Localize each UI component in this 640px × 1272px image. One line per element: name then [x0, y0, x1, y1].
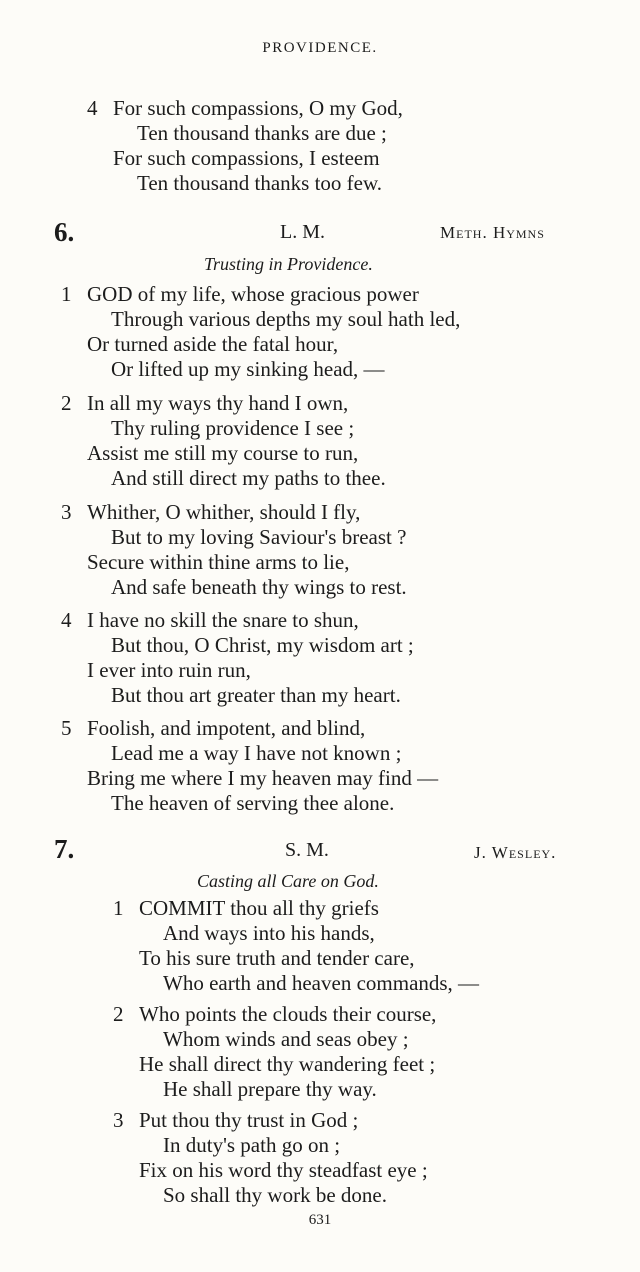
verse-line: I ever into ruin run, — [87, 658, 251, 682]
verse-line: Assist me still my course to run, — [87, 441, 359, 465]
verse-line: Through various depths my soul hath led, — [111, 307, 461, 331]
verse-line: For such compassions, I esteem — [113, 146, 380, 170]
verse-line: He shall direct thy wandering feet ; — [139, 1052, 436, 1076]
verse-line: COMMIT thou all thy griefs — [139, 896, 379, 920]
verse-line: He shall prepare thy way. — [163, 1077, 377, 1101]
verse-line: Fix on his word thy steadfast eye ; — [139, 1158, 428, 1182]
verse-line: Ten thousand thanks too few. — [137, 171, 383, 195]
hymn-author: J. Wesley. — [474, 843, 557, 862]
verse-line: Or lifted up my sinking head, — — [111, 357, 385, 381]
verse-line: Whither, O whither, should I fly, — [87, 500, 361, 524]
verse-line: So shall thy work be done. — [163, 1183, 387, 1207]
verse-line: In all my ways thy hand I own, — [87, 391, 349, 415]
verse-line: Who earth and heaven commands, — — [163, 971, 480, 995]
stanza-number: 5 — [61, 716, 72, 740]
hymn-subtitle: Trusting in Providence. — [204, 254, 373, 274]
stanza-number: 2 — [113, 1002, 124, 1026]
hymn-meter: L. M. — [280, 221, 325, 243]
verse-line: Whom winds and seas obey ; — [163, 1027, 409, 1051]
stanza-number: 4 — [87, 96, 98, 120]
verse-line: Or turned aside the fatal hour, — [87, 332, 339, 356]
verse-line: And still direct my paths to thee. — [111, 466, 386, 490]
hymn-number: 6. — [54, 217, 75, 247]
verse-line: And safe beneath thy wings to rest. — [111, 575, 407, 599]
verse-line: Secure within thine arms to lie, — [87, 550, 350, 574]
verse-line: And ways into his hands, — [163, 921, 375, 945]
verse-line: For such compassions, O my God, — [113, 96, 403, 120]
verse-line: Put thou thy trust in God ; — [139, 1108, 359, 1132]
verse-line: Thy ruling providence I see ; — [111, 416, 355, 440]
verse-line: But thou, O Christ, my wisdom art ; — [111, 633, 414, 657]
stanza-number: 3 — [61, 500, 72, 524]
verse-line: But to my loving Saviour's breast ? — [111, 525, 407, 549]
stanza-number: 2 — [61, 391, 72, 415]
running-head: PROVIDENCE. — [262, 40, 378, 56]
stanza-number: 4 — [61, 608, 72, 632]
verse-line: In duty's path go on ; — [163, 1133, 341, 1157]
verse-line: To his sure truth and tender care, — [139, 946, 415, 970]
stanza-number: 1 — [61, 282, 72, 306]
hymn-meter: S. M. — [285, 839, 329, 861]
hymn-author: Meth. Hymns — [440, 223, 545, 242]
hymn-subtitle: Casting all Care on God. — [197, 871, 379, 891]
stanza-number: 1 — [113, 896, 124, 920]
verse-line: Foolish, and impotent, and blind, — [87, 716, 366, 740]
verse-line: I have no skill the snare to shun, — [87, 608, 359, 632]
verse-line: But thou art greater than my heart. — [111, 683, 401, 707]
verse-line: Lead me a way I have not known ; — [111, 741, 402, 765]
stanza-number: 3 — [113, 1108, 124, 1132]
verse-line: GOD of my life, whose gracious power — [87, 282, 419, 306]
verse-line: Bring me where I my heaven may find — — [87, 766, 439, 790]
verse-line: The heaven of serving thee alone. — [111, 791, 395, 815]
hymn-number: 7. — [54, 834, 75, 864]
verse-line: Ten thousand thanks are due ; — [137, 121, 387, 145]
page-number: 631 — [308, 1212, 332, 1228]
verse-line: Who points the clouds their course, — [139, 1002, 437, 1026]
